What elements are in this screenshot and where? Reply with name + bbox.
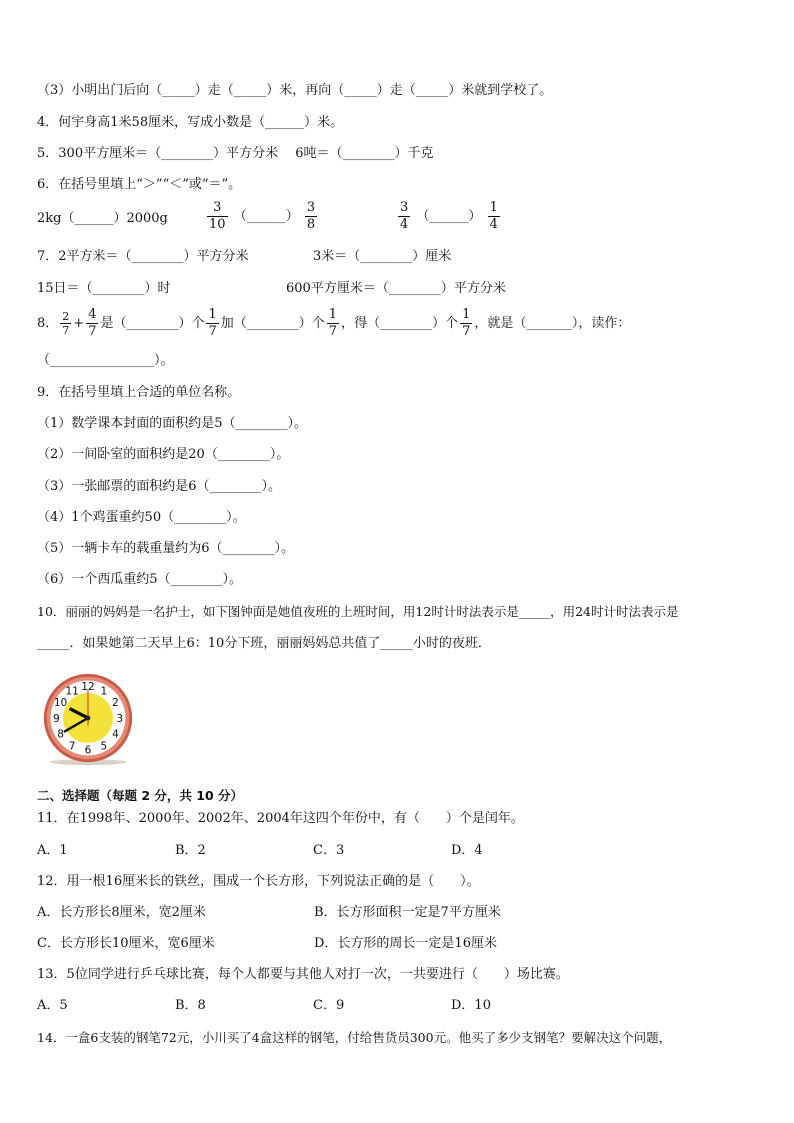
question-8: 8． $\frac{2}{7}$ + $\frac{4}{7}$ 是（________）个 $\frac{1}{7}$ 加（________）个 $\frac{1}{7}$ ，得（________）个 $\frac{1}{7}$ ，就是（_______），读作：: [37, 307, 631, 339]
clock-numeral: 2: [112, 697, 119, 709]
question-6: 6．在括号里填上“＞”“＜”或“＝”。: [37, 177, 242, 192]
option-b: B．2: [175, 843, 206, 858]
question-3-part-3: （3）小明出门后向（_____）走（_____）米，再向（_____）走（_____）米就到学校了。: [37, 83, 553, 98]
fraction: $\frac{1}{4}$: [489, 200, 498, 232]
question-8-continued: （________________）。: [37, 353, 174, 368]
question-6-compare-b: $\frac{3}{10}$ （______） $\frac{3}{8}$: [209, 200, 316, 232]
fraction: $\frac{3}{4}$: [400, 200, 409, 232]
option-b: B．8: [175, 998, 206, 1013]
clock-numeral: 5: [100, 740, 108, 753]
option-d: D．4: [451, 843, 483, 858]
question-12: 12．用一根16厘米长的铁丝，围成一个长方形，下列说法正确的是（ ）。: [37, 874, 480, 889]
question-4: 4．何宇身高1米58厘米，写成小数是（______）米。: [37, 115, 344, 130]
question-11-options: [37, 842, 483, 860]
question-13-options: [37, 997, 491, 1015]
clock-numeral: 3: [116, 712, 124, 725]
question-9-part-2: （2）一间卧室的面积约是20（________）。: [37, 447, 290, 462]
option-c: C．9: [313, 998, 345, 1013]
question-6-compare-c: $\frac{3}{4}$ （______） $\frac{1}{4}$: [400, 200, 498, 232]
clock-numeral: 4: [112, 728, 119, 741]
question-11: 11．在1998年、2000年、2002年、2004年这四个年份中，有（ ）个是闰年。: [37, 811, 524, 826]
question-7-a: 7．2平方米＝（________）平方分米: [37, 249, 249, 264]
question-9-part-6: （6）一个西瓜重约5（________）。: [37, 572, 243, 587]
clock-numeral: 6: [84, 744, 92, 757]
question-9-part-1: （1）数学课本封面的面积约是5（________）。: [37, 416, 308, 431]
fraction: $\frac{2}{7}$: [62, 310, 70, 337]
fraction: $\frac{1}{7}$: [462, 307, 471, 339]
option-a: A．5: [37, 998, 68, 1013]
clock-numeral: 7: [68, 740, 76, 753]
question-14: 14．一盒6支装的钢笔72元，小川买了4盒这样的钢笔，付给售货员300元。他买了多少支钢笔？要解决这个问题，: [37, 1030, 672, 1045]
option-a: A．1: [37, 843, 68, 858]
clock-numeral: 1: [100, 685, 108, 698]
clock-numeral: 10: [53, 697, 68, 709]
question-10: 10．丽丽的妈妈是一名护士，如下图钟面是她值夜班的上班时间，用12时计时法表示是_____，用24时计时法表示是: [37, 604, 679, 619]
question-12-option-a: A．长方形长8厘米，宽2厘米: [37, 905, 206, 920]
section-2-heading: 二、选择题（每题 2 分，共 10 分）: [37, 788, 244, 803]
clock-numeral: 12: [81, 681, 95, 694]
fraction: $\frac{3}{10}$: [209, 200, 226, 232]
clock-numeral: 8: [57, 728, 64, 741]
question-9-part-4: （4）1个鸡蛋重约50（________）。: [37, 510, 246, 525]
question-7-c: 15日＝（________）时: [37, 281, 171, 296]
question-9: 9．在括号里填上合适的单位名称。: [37, 385, 241, 400]
fraction: $\frac{4}{7}$: [88, 307, 97, 339]
fraction: $\frac{1}{7}$: [328, 307, 338, 339]
wall-clock-image: [40, 670, 136, 766]
clock-numeral: 9: [52, 712, 60, 725]
question-7-d: 600平方厘米＝（________）平方分米: [286, 281, 506, 296]
question-13: 13．5位同学进行乒乓球比赛，每个人都要与其他人对打一次，一共要进行（ ）场比赛。: [37, 967, 569, 982]
fraction: $\frac{3}{8}$: [306, 200, 316, 232]
clock-center-pin: [86, 716, 91, 721]
clock-numeral: 11: [65, 685, 79, 698]
question-12-option-d: D．长方形的周长一定是16厘米: [314, 936, 497, 951]
option-c: C．3: [313, 843, 345, 858]
option-d: D．10: [451, 998, 491, 1013]
question-6-compare-a: 2kg（______）2000g: [37, 211, 168, 226]
question-12-option-c: C．长方形长10厘米，宽6厘米: [37, 936, 215, 951]
fraction: $\frac{1}{7}$: [208, 307, 217, 339]
question-5: 5．300平方厘米＝（________）平方分米 6吨＝（________）千克: [37, 146, 434, 161]
question-9-part-3: （3）一张邮票的面积约是6（________）。: [37, 479, 282, 494]
question-12-option-b: B．长方形面积一定是7平方厘米: [314, 905, 501, 920]
question-7-b: 3米＝（________）厘米: [313, 249, 452, 264]
question-9-part-5: （5）一辆卡车的载重量约为6（________）。: [37, 541, 295, 556]
question-10-continued: _____．如果她第二天早上6：10分下班，丽丽妈妈总共值了_____小时的夜班．: [37, 636, 491, 651]
